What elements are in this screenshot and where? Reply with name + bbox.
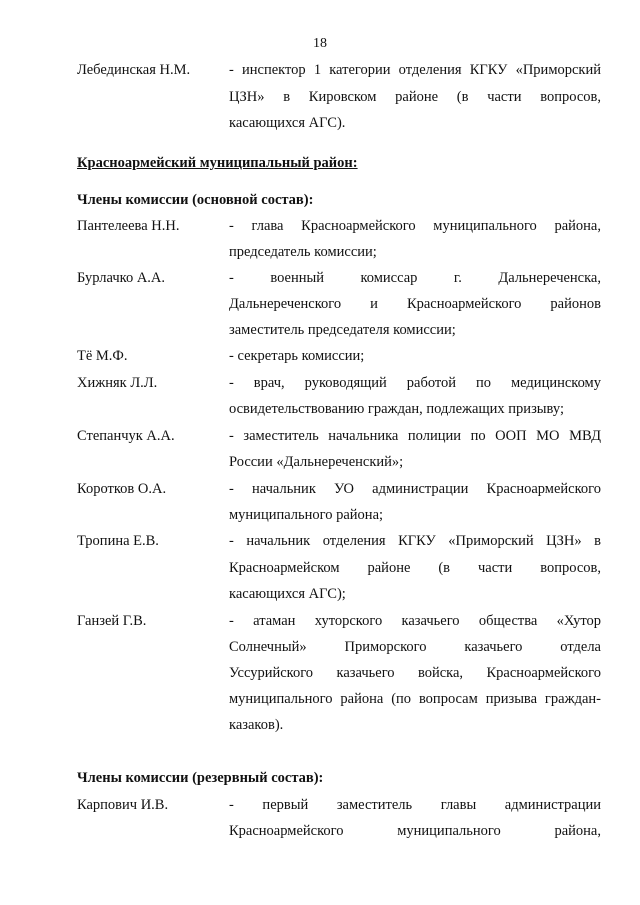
member-name: Степанчук А.А.: [77, 428, 175, 444]
member-role-line: Уссурийского казачьего войска, Красноармейского: [229, 665, 601, 681]
main-section-heading: Члены комиссии (основной состав):: [77, 192, 314, 208]
member-role-line: заместитель председателя комиссии;: [229, 322, 456, 338]
member-name: Ганзей Г.В.: [77, 613, 147, 629]
member-name: Коротков О.А.: [77, 481, 167, 497]
member-role-line: муниципального района;: [229, 507, 384, 523]
member-name: Пантелеева Н.Н.: [77, 218, 180, 234]
member-role-line: освидетельствованию граждан, подлежащих призыву;: [229, 401, 564, 417]
member-role-line: - первый заместитель главы администрации: [229, 797, 601, 813]
member-role-line: - начальник отделения КГКУ «Приморский ЦЗН» в: [229, 533, 601, 549]
member-role-line: касающихся АГС).: [229, 115, 346, 131]
member-role-line: касающихся АГС);: [229, 586, 346, 602]
member-role-line: председатель комиссии;: [229, 244, 377, 260]
member-name: Тропина Е.В.: [77, 533, 159, 549]
member-role-line: России «Дальнереченский»;: [229, 454, 404, 470]
member-name: Бурлачко А.А.: [77, 270, 166, 286]
member-role-line: муниципального района (по вопросам призыва граждан-: [229, 691, 601, 707]
member-role-line: - секретарь комиссии;: [229, 348, 365, 364]
member-role-line: Красноармейского муниципального района,: [229, 823, 601, 839]
member-role-line: - инспектор 1 категории отделения КГКУ «Приморский: [229, 62, 601, 78]
member-name: Карпович И.В.: [77, 797, 169, 813]
member-role-line: Дальнереченского и Красноармейского районов: [229, 296, 601, 312]
member-role-line: ЦЗН» в Кировском районе (в части вопросов,: [229, 89, 601, 105]
member-role-line: - глава Красноармейского муниципального района,: [229, 218, 601, 234]
member-role-line: - начальник УО администрации Красноармейского: [229, 481, 601, 497]
member-role-line: - заместитель начальника полиции по ООП МО МВД: [229, 428, 601, 444]
page-number: 18: [313, 36, 327, 51]
reserve-section-heading: Члены комиссии (резервный состав):: [77, 770, 324, 786]
member-role-line: Красноармейском районе (в части вопросов,: [229, 560, 601, 576]
member-role-line: - атаман хуторского казачьего общества «Хутор: [229, 613, 601, 629]
member-role-line: - врач, руководящий работой по медицинскому: [229, 375, 601, 391]
district-title: Красноармейский муниципальный район:: [77, 155, 358, 171]
member-role-line: Солнечный» Приморского казачьего отдела: [229, 639, 601, 655]
member-role-line: - военный комиссар г. Дальнереченска,: [229, 270, 601, 286]
member-name: Тё М.Ф.: [77, 348, 128, 364]
member-role-line: казаков).: [229, 717, 284, 733]
member-name: Хижняк Л.Л.: [77, 375, 158, 391]
member-name: Лебединская Н.М.: [77, 62, 191, 78]
